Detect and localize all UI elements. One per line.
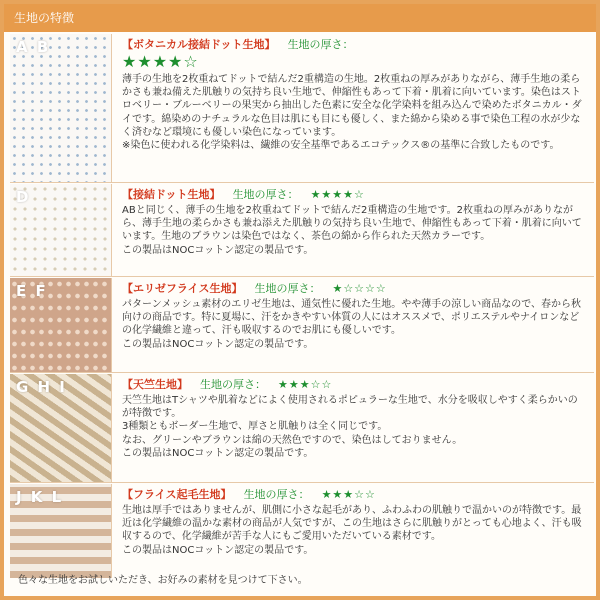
fabric-body [122, 298, 584, 351]
fabric-description [112, 278, 594, 372]
thickness-stars: ★☆☆☆☆ [332, 282, 387, 295]
fabric-row-jkl [10, 484, 594, 578]
thickness-stars: ★★★★☆ [122, 52, 199, 71]
fabric-title: 【天竺生地】 [122, 378, 188, 391]
fabric-description [112, 484, 594, 578]
section-header: 生地の特徴 [4, 4, 596, 32]
footer-note: 色々な生地をお試しいただき、お好みの素材を見つけて下さい。 [18, 575, 308, 586]
thickness-label: 生地の厚さ： [200, 378, 266, 391]
fabric-title: 【フライス起毛生地】 [122, 488, 232, 501]
fabric-body [122, 73, 584, 152]
fabric-paragraph: ※染色に使われる化学染料は、繊維の安全基準であるエコテックス®の基準に合致したものです。 [122, 140, 560, 152]
fabric-swatch-image [10, 34, 112, 182]
fabric-row-d [10, 184, 594, 277]
fabric-code: J K L [16, 488, 64, 506]
fabric-code: A B [16, 38, 51, 56]
fabric-paragraph: なお、グリーンやブラウンは綿の天然色ですので、染色はしておりません。 [122, 434, 463, 446]
fabric-description [112, 184, 594, 276]
fabric-swatch-image [10, 278, 112, 372]
thickness-stars: ★★★☆☆ [321, 488, 376, 501]
fabric-row-ghi [10, 374, 594, 483]
thickness-label: 生地の厚さ： [254, 282, 321, 295]
fabric-row-ab [10, 34, 594, 183]
fabric-paragraph: 生地は厚手ではありませんが、肌側に小さな起毛があり、ふわふわの肌触りで温かいのが特徴です。最近は化学繊維の温かな素材の商品が人気ですが、この生地はさらに肌触りがとっても心地よく、汗も吸収するので、化学繊維が苦手な人にもご愛用いただいている素材です。 [122, 505, 582, 543]
fabric-swatch-image [10, 374, 112, 482]
fabric-title: 【接結ドット生地】 [122, 188, 221, 201]
fabric-code: G H I [16, 378, 67, 396]
thickness-label: 生地の厚さ： [243, 488, 310, 501]
fabric-paragraph: この製品はNOCコットン認定の製品です。 [122, 447, 314, 459]
thickness-stars: ★★★☆☆ [278, 378, 333, 391]
thickness-label: 生地の厚さ： [287, 38, 354, 51]
fabric-body [122, 204, 584, 257]
fabric-code: D [16, 188, 31, 206]
thickness-stars: ★★★★☆ [310, 188, 365, 201]
fabric-paragraph: この製品はNOCコットン認定の製品です。 [122, 544, 314, 556]
fabric-swatch-image [10, 184, 112, 276]
fabric-swatch-image [10, 484, 112, 578]
fabric-description [112, 374, 594, 482]
fabric-paragraph: 天竺生地はTシャツや肌着などによく使用されるポピュラーな生地で、水分を吸収しやすく柔らかいのが特徴です。 [122, 395, 578, 420]
fabric-body [122, 394, 584, 460]
fabric-description [112, 34, 594, 182]
fabric-paragraph: 3種類ともボーダー生地で、厚さと肌触りは全く同じです。 [122, 421, 388, 433]
fabric-title: 【ボタニカル接結ドット生地】 [122, 38, 276, 51]
fabric-code: E F [16, 282, 48, 300]
fabric-paragraph: 薄手の生地を2枚重ねてドットで結んだ2重構造の生地。2枚重ねの厚みがありながら、薄手生地の柔らかさも兼ね備えた肌触りの気持ち良い生地で、伸縮性もあって下着・肌着に向いています。染色はストロベリー・ブルーベリーの果実から抽出した色素に安全な化学染料を組み込んで染めたボタニカル・ダイです。綿染めのナチュラルな色目は肌にも目にも優しく、また綿から染める事で染色工程の水が少なく済むなど環境にも優しい染色になっています。 [122, 74, 582, 138]
fabric-row-ef [10, 278, 594, 373]
fabric-title: 【エリゼフライス生地】 [122, 282, 243, 295]
fabric-paragraph: この製品はNOCコットン認定の製品です。 [122, 338, 314, 350]
fabric-paragraph: この製品はNOCコットン認定の製品です。 [122, 244, 314, 256]
fabric-paragraph: パターンメッシュ素材のエリゼ生地は、通気性に優れた生地。やや薄手の涼しい商品なので、春から秋向けの商品です。特に夏場に、汗をかきやすい体質の人にはオススメで、ポリエステルやナイロンなどの化学繊維と違って、汗も吸収するのでお肌にも優しいです。 [122, 299, 581, 337]
thickness-label: 生地の厚さ： [232, 188, 299, 201]
fabric-body [122, 504, 584, 557]
fabric-paragraph: ABと同じく、薄手の生地を2枚重ねてドットで結んだ2重構造の生地です。2枚重ねの厚みがありながら、薄手生地の柔らかさも兼ね添えた肌触りの気持ち良い生地で、伸縮性もあって下着・肌着に向いています。生地のブラウンは染色ではなく、茶色の綿から作られた天然カラーです。 [122, 205, 582, 243]
